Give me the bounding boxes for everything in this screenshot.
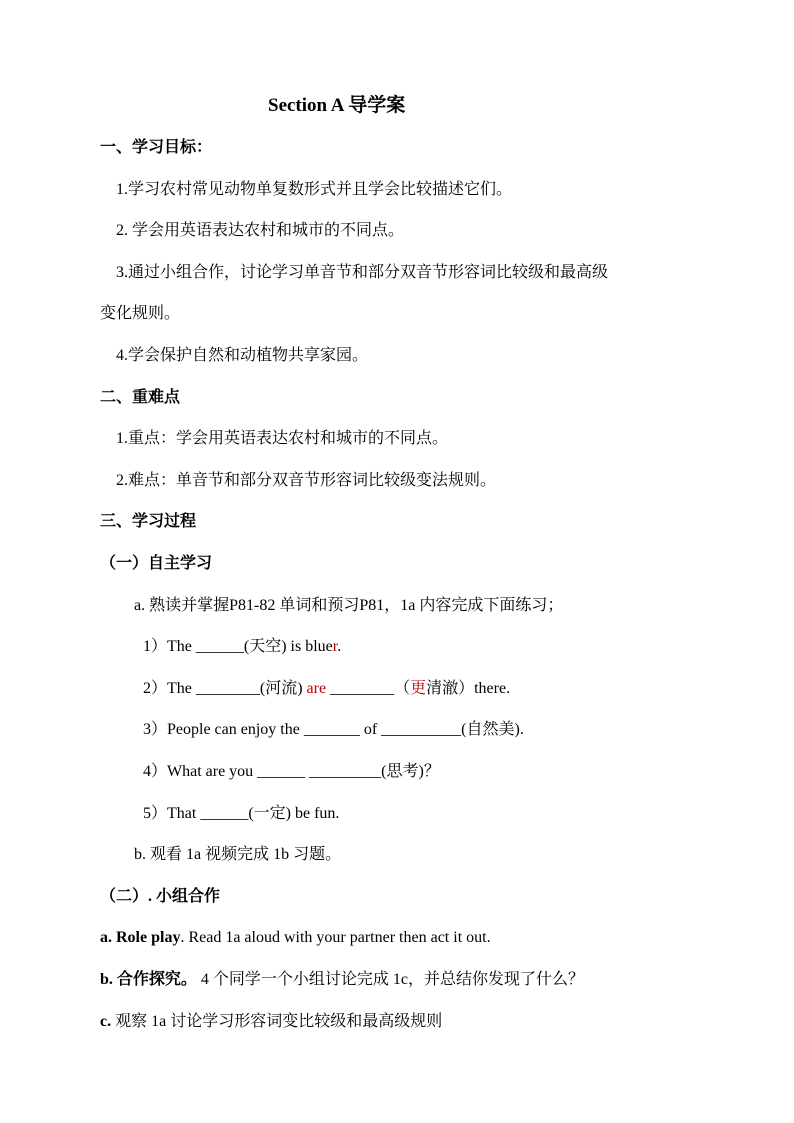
exercise-2-highlight-geng: 更 bbox=[410, 680, 427, 697]
page-title: Section A 导学案 bbox=[268, 95, 406, 116]
exercise-1-highlight: r bbox=[332, 638, 338, 655]
exercise-1-text: 1）The ______(天空) is blue bbox=[143, 638, 333, 655]
exercise-3: 3）People can enjoy the _______ of __________(自然美). bbox=[143, 721, 524, 738]
exercise-2-highlight-are: are bbox=[306, 680, 327, 697]
exercise-2 bbox=[143, 679, 510, 699]
group-item-b bbox=[100, 970, 584, 990]
group-item-a bbox=[100, 928, 491, 948]
self-study-instruction-b: b. 观看 1a 视频完成 1b 习题。 bbox=[134, 846, 342, 863]
exercise-5: 5）That ______(一定) be fun. bbox=[143, 805, 340, 822]
goal-item-2: 2. 学会用英语表达农村和城市的不同点。 bbox=[116, 222, 405, 239]
keypoint-item-1: 1.重点：学会用英语表达农村和城市的不同点。 bbox=[116, 430, 449, 447]
keypoints-heading: 二、重难点 bbox=[100, 389, 181, 406]
group-item-b-label: b. 合作探究。 bbox=[100, 971, 197, 988]
group-heading: （二）. 小组合作 bbox=[100, 888, 221, 905]
group-item-a-text: . Read 1a aloud with your partner then act it out. bbox=[180, 929, 491, 946]
keypoint-item-2: 2.难点：单音节和部分双音节形容词比较级变法规则。 bbox=[116, 472, 497, 489]
goal-item-3: 3.通过小组合作，讨论学习单音节和部分双音节形容词比较级和最高级 bbox=[116, 264, 609, 281]
exercise-4: 4）What are you ______ _________(思考)？ bbox=[143, 763, 440, 780]
exercise-2-text: 2）The ________(河流) bbox=[143, 680, 307, 697]
exercise-2-end: 清澈）there. bbox=[426, 680, 511, 697]
goals-heading: 一、学习目标： bbox=[100, 139, 213, 156]
goal-item-4: 4.学会保护自然和动植物共享家园。 bbox=[116, 347, 369, 364]
group-item-c-text: 观察 1a 讨论学习形容词变比较级和最高级规则 bbox=[111, 1013, 443, 1030]
self-study-heading: （一）自主学习 bbox=[100, 555, 213, 572]
exercise-1-end: . bbox=[337, 638, 342, 655]
group-item-a-label: a. Role play bbox=[100, 929, 181, 946]
exercise-2-mid: ________（ bbox=[326, 680, 411, 697]
goal-item-3-cont: 变化规则。 bbox=[100, 305, 181, 322]
process-heading: 三、学习过程 bbox=[100, 513, 197, 530]
exercise-1 bbox=[143, 637, 341, 657]
group-item-c-label: c. bbox=[100, 1013, 112, 1030]
self-study-instruction-a: a. 熟读并掌握P81-82 单词和预习P81，1a 内容完成下面练习； bbox=[134, 597, 564, 614]
group-item-c bbox=[100, 1012, 442, 1032]
goal-item-1: 1.学习农村常见动物单复数形式并且学会比较描述它们。 bbox=[116, 181, 513, 198]
group-item-b-text: 4 个同学一个小组讨论完成 1c，并总结你发现了什么？ bbox=[196, 971, 585, 988]
